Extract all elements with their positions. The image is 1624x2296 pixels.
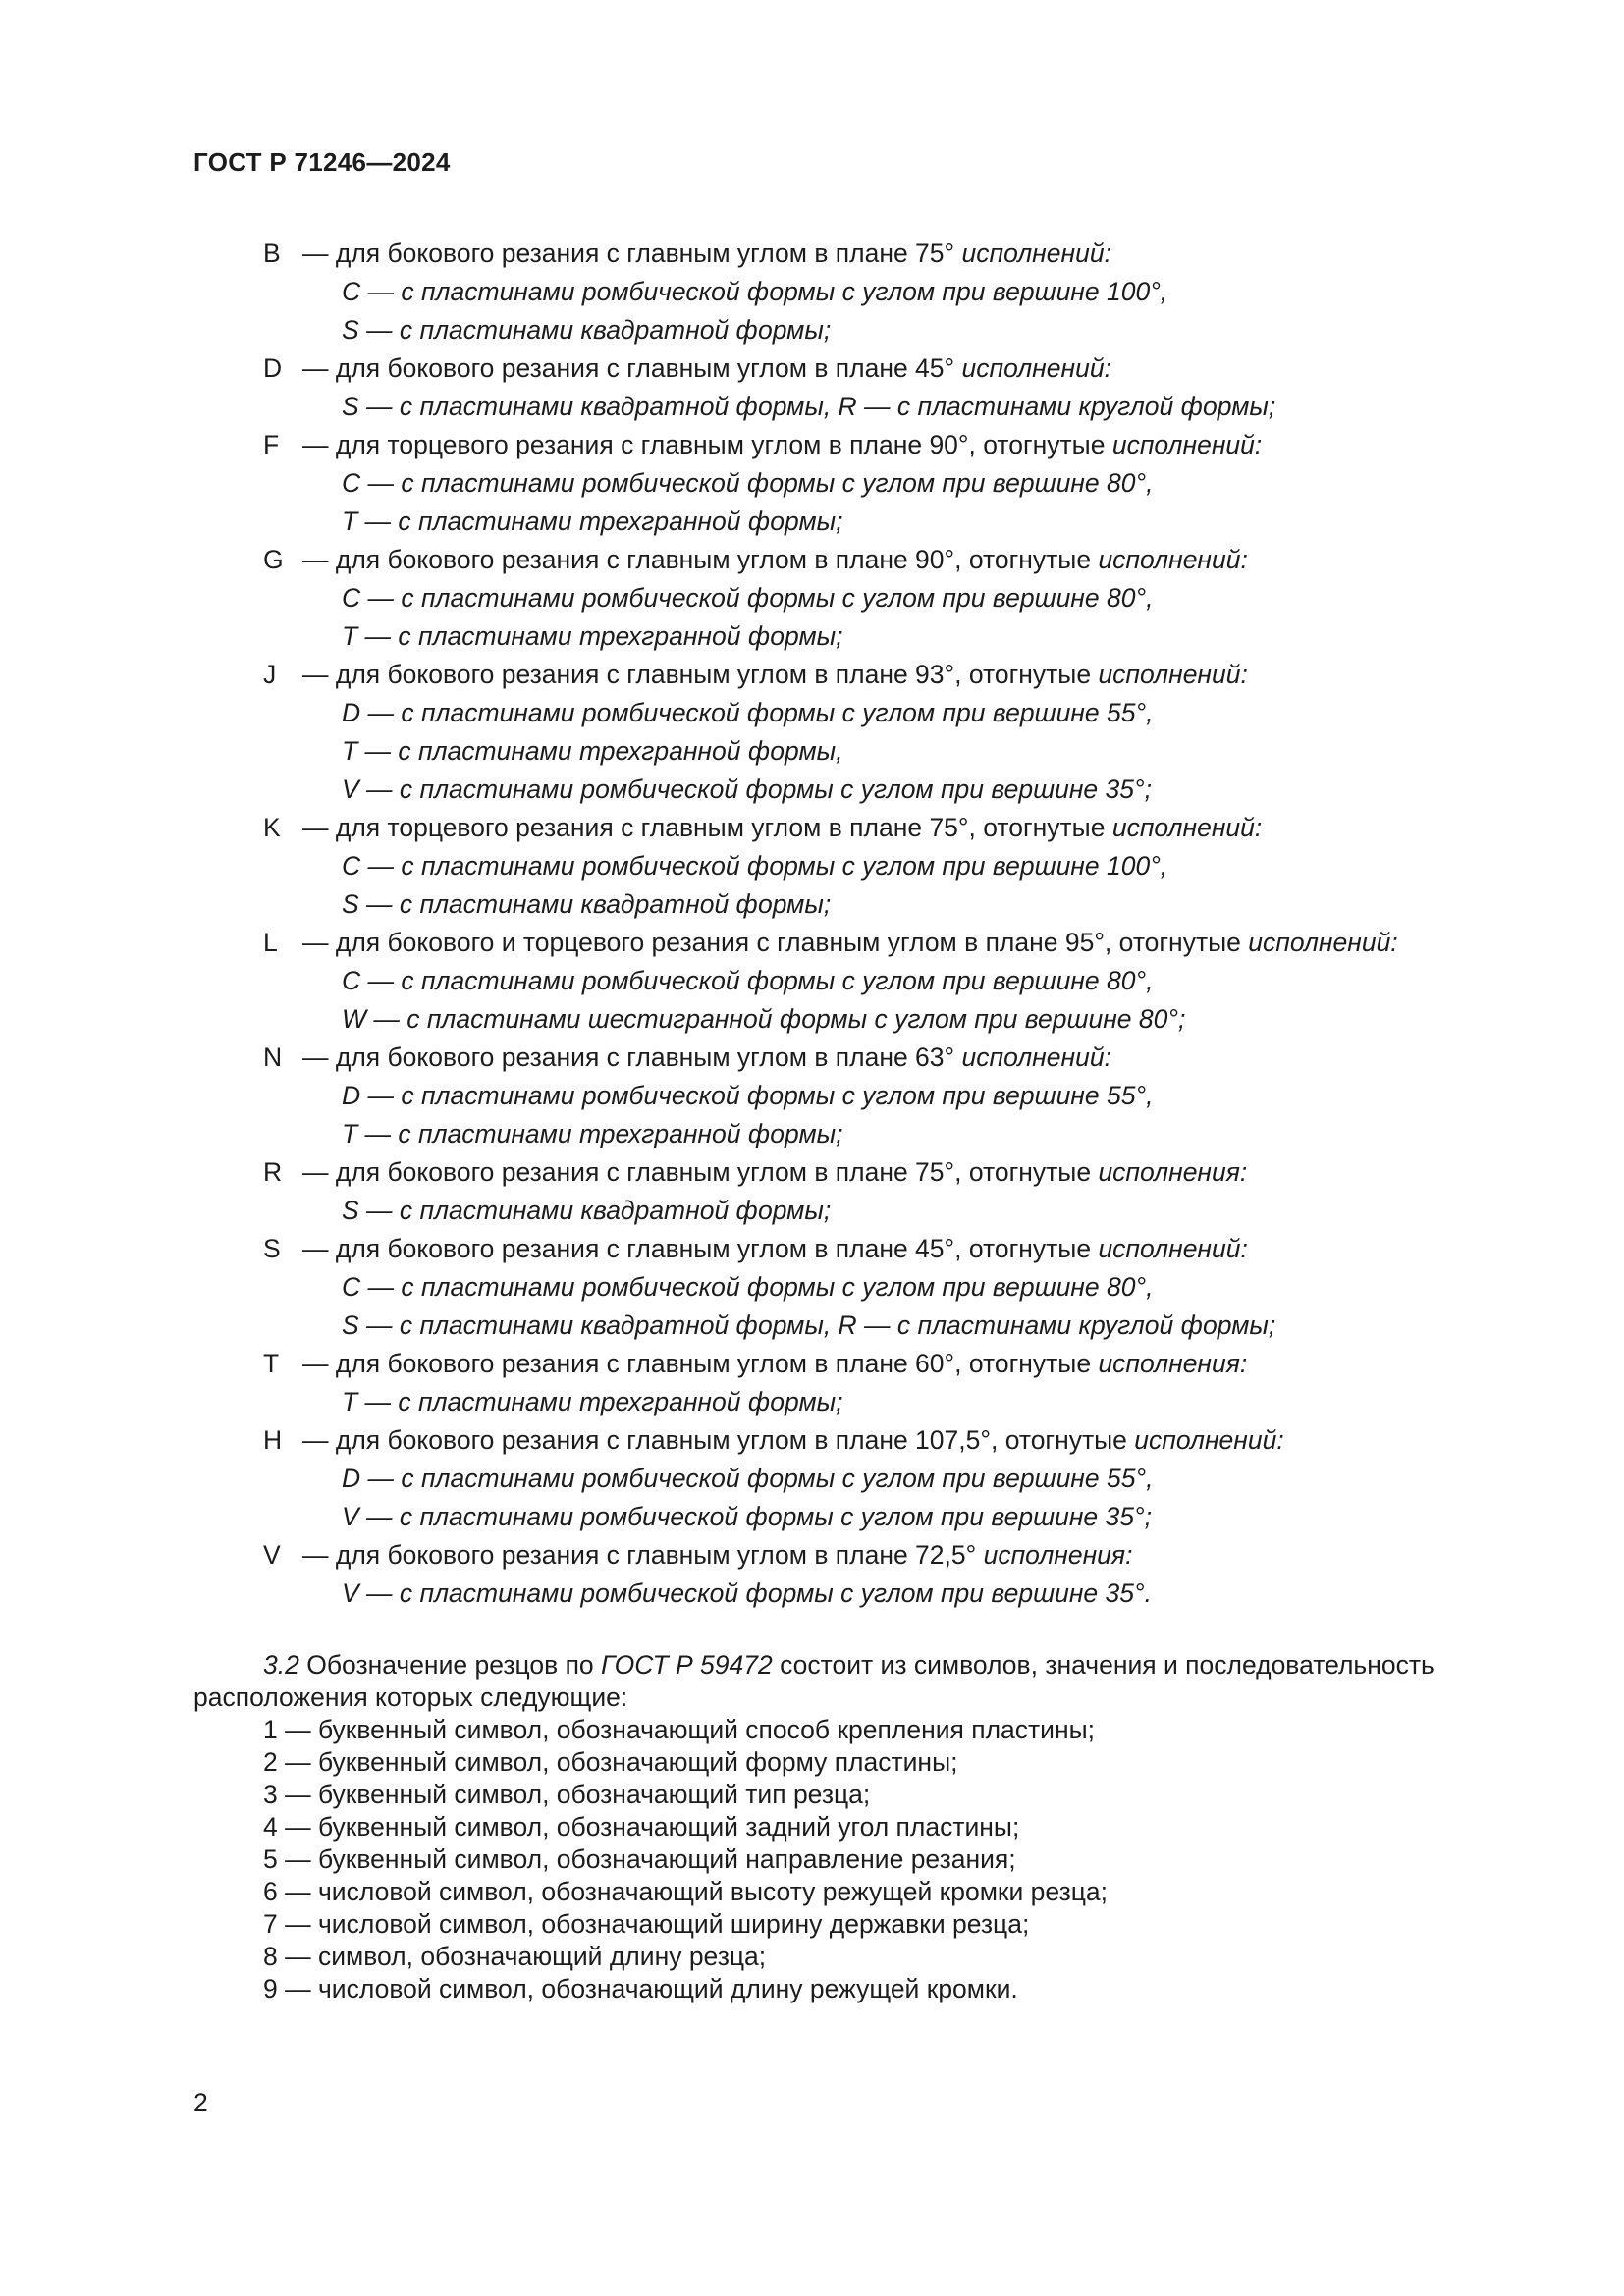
cutter-type-heading [0,426,1624,464]
execution-label: исполнений: [1248,928,1398,957]
cutter-type-letter: V [263,1540,281,1570]
cutter-type-heading [0,349,1624,388]
insert-variant: C — с пластинами ромбической формы с углом при вершине 100°, [342,277,1168,306]
cutter-types-list [0,235,1624,1613]
insert-variant: S — с пластинами квадратной формы, R — с пластинами круглой формы; [342,392,1276,421]
execution-label: исполнений: [1098,545,1248,574]
cutter-type-description-line [302,349,1111,388]
cutter-type-heading [0,1153,1624,1192]
cutter-type-entry [0,1536,1624,1613]
cutter-type-description: — для бокового и торцевого резания с главным углом в плане 95°, отогнутые [302,928,1241,957]
insert-variant: V — с пластинами ромбической формы с углом при вершине 35°. [342,1578,1152,1608]
cutter-type-description-line [302,656,1248,694]
cutter-type-description: — для бокового резания с главным углом в плане 72,5° [302,1540,977,1570]
insert-variant: T — с пластинами трехгранной формы, [342,736,843,766]
document-header: ГОСТ Р 71246—2024 [193,147,451,177]
designation-item: 3 — буквенный символ, обозначающий тип резца; [263,1780,871,1809]
cutter-type-heading [0,1230,1624,1268]
cutter-type-description: — для бокового резания с главным углом в плане 60°, отогнутые [302,1349,1092,1378]
cutter-type-description-line [302,924,1398,962]
designation-item: 8 — символ, обозначающий длину резца; [263,1942,767,1971]
page-number: 2 [193,2088,208,2117]
insert-variant: C — с пластинами ромбической формы с углом при вершине 80°, [342,583,1154,613]
cutter-type-heading [0,541,1624,579]
execution-label: исполнений: [1111,430,1263,459]
cutter-type-description: — для бокового резания с главным углом в плане 63° [302,1042,955,1072]
execution-label: исполнения: [983,1540,1133,1570]
cutter-type-description: — для торцевого резания с главным углом в плане 75°, отогнутые [302,813,1106,842]
cutter-type-entry [0,541,1624,656]
cutter-type-letter: G [263,545,284,574]
cutter-type-entry [0,924,1624,1039]
insert-variant: V — с пластинами ромбической формы с углом при вершине 35°; [342,774,1152,804]
cutter-type-letter: K [263,813,281,842]
cutter-type-description-line [302,1153,1247,1192]
cutter-type-heading [0,1039,1624,1077]
cutter-type-description-line [302,1536,1132,1575]
insert-variant: C — с пластинами ромбической формы с углом при вершине 100°, [342,851,1168,881]
section-number: 3.2 [263,1650,299,1680]
cutter-type-description: — для бокового резания с главным углом в плане 75° [302,239,955,268]
designation-item: 5 — буквенный символ, обозначающий направление резания; [263,1844,1016,1874]
cutter-type-letter: H [263,1425,283,1455]
cutter-type-description: — для бокового резания с главным углом в плане 45°, отогнутые [302,1234,1092,1263]
cutter-type-entry [0,1421,1624,1536]
cutter-type-description: — для бокового резания с главным углом в плане 75°, отогнутые [302,1157,1092,1187]
insert-variant: S — с пластинами квадратной формы, R — с пластинами круглой формы; [342,1310,1276,1340]
section-3-2 [193,1649,1519,2005]
cutter-type-entry [0,1345,1624,1421]
insert-variant: V — с пластинами ромбической формы с углом при вершине 35°; [342,1502,1152,1531]
execution-label: исполнений: [961,1042,1111,1072]
cutter-type-description-line [302,541,1248,579]
execution-label: исполнений: [961,239,1111,268]
cutter-type-letter: T [263,1349,280,1378]
insert-variant: T — с пластинами трехгранной формы; [342,1119,843,1148]
insert-variant: D — с пластинами ромбической формы с углом при вершине 55°, [342,698,1154,727]
cutter-type-entry [0,809,1624,924]
cutter-type-description-line [302,235,1111,273]
cutter-type-entry [0,1153,1624,1230]
cutter-type-entry [0,656,1624,809]
cutter-type-description-line [302,1345,1247,1383]
execution-label: исполнений: [1098,660,1248,689]
insert-variant: S — с пластинами квадратной формы; [342,315,832,345]
cutter-type-heading [0,1536,1624,1575]
cutter-type-entry [0,349,1624,426]
execution-label: исполнений: [1111,813,1263,842]
insert-variant: C — с пластинами ромбической формы с углом при вершине 80°, [342,468,1154,498]
cutter-type-description-line [302,1230,1248,1268]
insert-variant: C — с пластинами ромбической формы с углом при вершине 80°, [342,966,1154,995]
insert-variant: S — с пластинами квадратной формы; [342,889,832,919]
cutter-type-description: — для бокового резания с главным углом в плане 107,5°, отогнутые [302,1425,1127,1455]
execution-label: исполнений: [961,353,1111,383]
execution-label: исполнения: [1098,1349,1248,1378]
designation-item: 9 — числовой символ, обозначающий длину режущей кромки. [263,1974,1018,2003]
designation-item: 1 — буквенный символ, обозначающий способ крепления пластины; [263,1715,1096,1744]
cutter-type-description: — для торцевого резания с главным углом в плане 90°, отогнутые [302,430,1106,459]
insert-variant: D — с пластинами ромбической формы с углом при вершине 55°, [342,1081,1154,1110]
cutter-type-letter: S [263,1234,281,1263]
cutter-type-entry [0,235,1624,349]
insert-variant: T — с пластинами трехгранной формы; [342,507,843,536]
cutter-type-description-line [302,426,1262,464]
execution-label: исполнений: [1098,1234,1248,1263]
section-lead-paragraph [193,1649,1519,1714]
insert-variant: T — с пластинами трехгранной формы; [342,621,843,651]
designation-item: 6 — числовой символ, обозначающий высоту режущей кромки резца; [263,1877,1108,1906]
insert-variant: S — с пластинами квадратной формы; [342,1196,832,1225]
cutter-type-description: — для бокового резания с главным углом в плане 90°, отогнутые [302,545,1092,574]
insert-variant: T — с пластинами трехгранной формы; [342,1387,843,1416]
execution-label: исполнений: [1134,1425,1284,1455]
cutter-type-letter: J [263,660,277,689]
cutter-type-entry [0,1039,1624,1153]
cutter-type-heading [0,1345,1624,1383]
cutter-type-description: — для бокового резания с главным углом в плане 45° [302,353,955,383]
cutter-type-letter: R [263,1157,283,1187]
cutter-type-description-line [302,1421,1284,1460]
execution-label: исполнения: [1098,1157,1248,1187]
cutter-type-heading [0,809,1624,847]
insert-variant: W — с пластинами шестигранной формы с углом при вершине 80°; [342,1004,1186,1034]
cutter-type-description-line [302,1039,1111,1077]
cutter-type-letter: L [263,928,278,957]
designation-items-list [193,1714,1519,2005]
cutter-type-entry [0,426,1624,541]
cutter-type-letter: N [263,1042,283,1072]
insert-variant: D — с пластинами ромбической формы с углом при вершине 55°, [342,1464,1154,1493]
cutter-type-letter: B [263,239,281,268]
standard-reference: ГОСТ Р 59472 [601,1650,773,1680]
insert-variant: C — с пластинами ромбической формы с углом при вершине 80°, [342,1272,1154,1302]
designation-item: 4 — буквенный символ, обозначающий задний угол пластины; [263,1812,1020,1842]
cutter-type-description-line [302,809,1262,847]
cutter-type-heading [0,656,1624,694]
designation-item: 7 — числовой символ, обозначающий ширину державки резца; [263,1909,1030,1939]
cutter-type-heading [0,235,1624,273]
section-text-before-ref: Обозначение резцов по [306,1650,594,1680]
cutter-type-entry [0,1230,1624,1345]
designation-item: 2 — буквенный символ, обозначающий форму пластины; [263,1747,958,1777]
cutter-type-heading [0,924,1624,962]
section-text-after-ref: состоит из символов, значения и последовательность расположения которых следующие: [193,1650,1435,1712]
cutter-type-heading [0,1421,1624,1460]
cutter-type-description: — для бокового резания с главным углом в плане 93°, отогнутые [302,660,1092,689]
cutter-type-letter: D [263,353,283,383]
cutter-type-letter: F [263,430,280,459]
